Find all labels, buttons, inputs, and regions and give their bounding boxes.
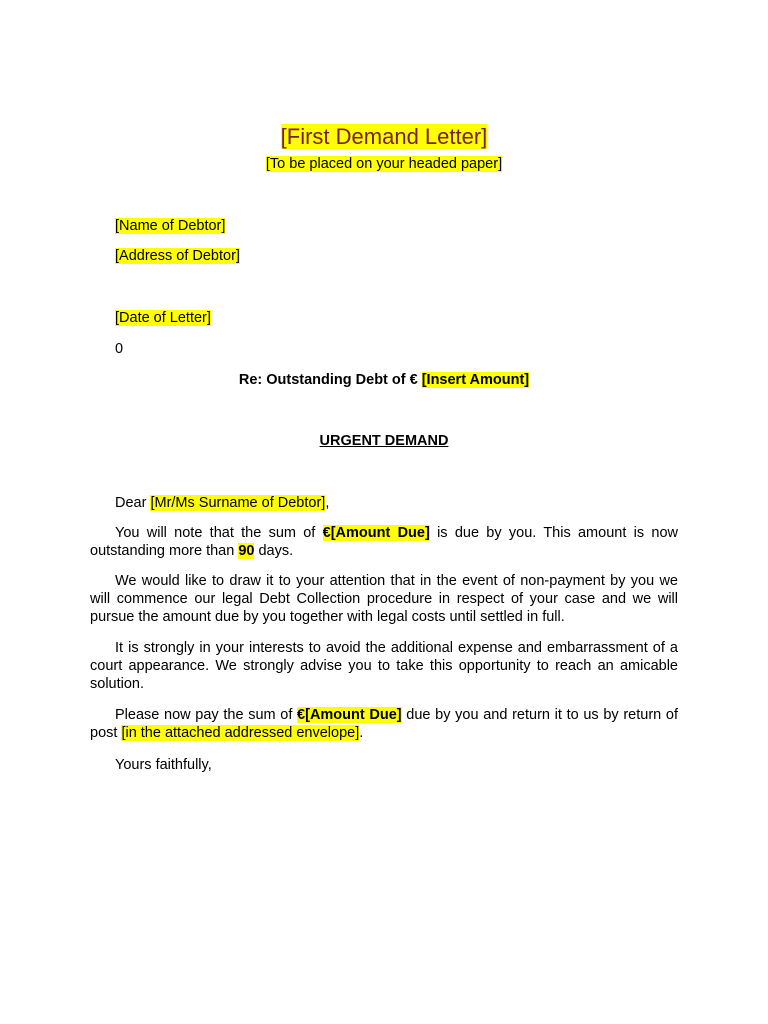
- re-amount: [Insert Amount]: [421, 372, 530, 388]
- paragraph-4-text-a: Please now pay the sum of: [115, 707, 298, 723]
- date-of-letter: [Date of Letter]: [115, 310, 211, 326]
- date-line: [115, 308, 211, 328]
- debtor-name-line: [115, 216, 225, 236]
- paragraph-1-days: 90: [238, 543, 255, 559]
- salutation-name: [Mr/Ms Surname of Debtor]: [150, 495, 326, 511]
- title-text: [First Demand Letter]: [280, 124, 488, 149]
- paragraph-4: [90, 706, 678, 742]
- debtor-address: [Address of Debtor]: [115, 248, 240, 264]
- re-line: [0, 370, 768, 390]
- paragraph-1-text-c: days.: [254, 543, 294, 559]
- paragraph-3: It is strongly in your interests to avoid the additional expense and embarrassment of a court appearance. We strongly advise you to take this opportunity to reach an amicable solution.: [90, 640, 678, 692]
- re-prefix: Re: Outstanding Debt of €: [238, 372, 422, 388]
- salutation: [115, 493, 329, 513]
- paragraph-4-text-b: due by you and return it to us by return of post: [90, 707, 678, 741]
- closing: Yours faithfully,: [115, 757, 212, 773]
- paragraph-1-amount: €[Amount Due]: [322, 525, 430, 541]
- subtitle-text: [To be placed on your headed paper]: [265, 156, 503, 172]
- paragraph-4-envelope: [in the attached addressed envelope]: [121, 725, 360, 741]
- paragraph-1-text-a: You will note that the sum of: [115, 525, 323, 541]
- reference-number: 0: [115, 341, 124, 357]
- salutation-suffix: ,: [325, 495, 330, 511]
- paragraph-4-text-c: .: [359, 725, 364, 741]
- paragraph-2: We would like to draw it to your attention that in the event of non-payment by you we will commence our legal Debt Collection procedure in respect of your case and we will pursue the amount due by you together with legal costs until settled in full.: [90, 573, 678, 625]
- debtor-address-line: [115, 246, 240, 266]
- paragraph-1: [90, 524, 678, 560]
- letter-title: [0, 122, 768, 152]
- salutation-prefix: Dear: [115, 495, 151, 511]
- paragraph-4-amount: €[Amount Due]: [297, 707, 402, 723]
- urgent-demand-heading: URGENT DEMAND: [319, 433, 449, 449]
- debtor-name: [Name of Debtor]: [115, 218, 226, 234]
- letter-subtitle: [0, 154, 768, 174]
- paragraph-1-text-b: is due by you. This amount is now outstanding more than: [90, 525, 678, 559]
